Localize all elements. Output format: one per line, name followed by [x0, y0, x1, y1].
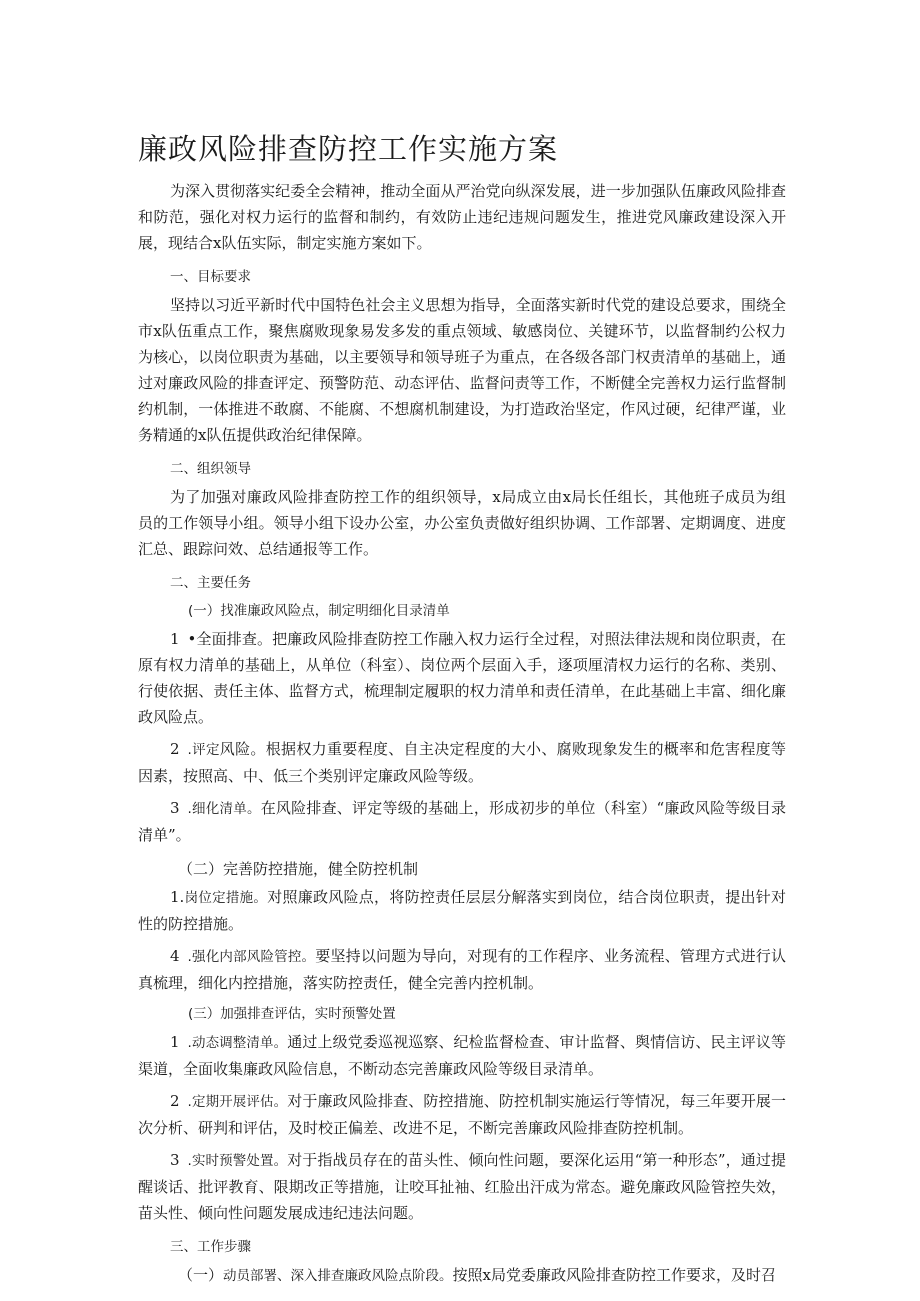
task-item	[138, 1029, 786, 1082]
goals-paragraph: 坚持以习近平新时代中国特色社会主义思想为指导，全面落实新时代党的建设总要求，围绕全市x队伍重点工作，聚焦腐败现象易发多发的重点领域、敏感岗位、关键环节，以监督制约公权力为核心，以岗位职责为基础，以主要领导和领导班子为重点，在各级各部门权责清单的基础上，通过对廉政风险的排查评定、预警防范、动态评估、监督问责等工作，不断健全完善权力运行监督制约机制，一体推进不敢腐、不能腐、不想腐机制建设，为打造政治坚定，作风过硬，纪律严谨，业务精通的x队伍提供政治纪律保障。	[138, 296, 786, 444]
task-item	[138, 626, 786, 730]
item-number: 1	[170, 630, 180, 648]
task-item	[138, 943, 786, 996]
item-text: 把廉政风险排查防控工作融入权力运行全过程，对照法律法规和岗位职责，在原有权力清单的基础上，从单位（科室）、岗位两个层面入手，逐项厘清权力运行的名称、类别、行使依据、责任主体、监督方式，梳理制定履职的权力清单和责任清单，在此基础上丰富、细化廉政风险点。	[138, 630, 786, 726]
item-text: 要坚持以问题为导向，对现有的工作程序、业务流程、管理方式进行认真梳理，细化内控措施，落实防控责任，健全完善内控机制。	[138, 947, 786, 992]
item-lead: .评定	[187, 742, 220, 758]
item-text: 在风险排查、评定等级的基础上，形成初步的单位（科室）“廉政风险等级目录清单”。	[138, 799, 786, 844]
item-number: 3	[170, 1151, 180, 1169]
item-number: 2	[170, 740, 180, 758]
item-text: 对于廉政风险排查、防控措施、防控机制实施运行等情况，每三年要开展一次分析、研判和评估，及时校正偏差、改进不足，不断完善廉政风险排查防控机制。	[138, 1092, 786, 1137]
item-text: 对照廉政风险点，将防控责任层层分解落实到岗位，结合岗位职责，提出针对性的防控措施。	[138, 888, 786, 933]
task-item	[138, 884, 786, 937]
task-item	[138, 1088, 786, 1141]
item-text: 对于指战员存在的苗头性、倾向性问题，要深化运用“第一种形态”，通过提醒谈话、批评教育、限期改正等措施，让咬耳扯袖、红脸出汗成为常态。避免廉政风险管控失效，苗头性、倾向性问题发展成违纪违法问题。	[138, 1151, 786, 1222]
item-lead: .强化内部风险管控。	[187, 949, 316, 965]
intro-paragraph: 为深入贯彻落实纪委全会精神，推动全面从严治党向纵深发展，进一步加强队伍廉政风险排查和防范，强化对权力运行的监督和制约，有效防止违纪违规问题发生，推进党风廉政建设深入开展，现结合x队伍实际，制定实施方案如下。	[138, 182, 786, 252]
step-item	[138, 1262, 786, 1289]
task-item	[138, 736, 786, 789]
item-text: 按照x局党委廉政风险排查防控工作要求，及时召	[452, 1266, 776, 1284]
item-number: 4	[170, 947, 180, 965]
item-number: 1.	[170, 888, 185, 906]
item-lead: .定期开展评估。	[187, 1094, 288, 1110]
task-item	[138, 795, 786, 848]
item-lead: 岗位定措施。	[184, 890, 268, 906]
subsection-heading-1: (一）找准廉政风险点，制定明细化目录清单	[188, 603, 450, 619]
document-body	[138, 178, 786, 1295]
item-number: 2	[170, 1092, 180, 1110]
item-text: 风险。根据权力重要程度、自主决定程度的大小、腐败现象发生的概率和危害程度等因素，按照高、中、低三个类别评定廉政风险等级。	[138, 740, 786, 785]
item-number: （一）	[178, 1266, 224, 1284]
section-heading-steps: 三、工作步骤	[170, 1239, 251, 1255]
subsection-heading-3: (三）加强排查评估，实时预警处置	[188, 1006, 396, 1022]
item-number: 3	[170, 799, 180, 817]
organization-paragraph: 为了加强对廉政风险排查防控工作的组织领导，x局成立由x局长任组长，其他班子成员为组员的工作领导小组。领导小组下设办公室，办公室负责做好组织协调、工作部署、定期调度、进度汇总、跟踪问效、总结通报等工作。	[138, 488, 786, 558]
subsection-heading-2: （二）完善防控措施，健全防控机制	[178, 860, 419, 878]
item-lead: .细化清单。	[187, 801, 261, 817]
document-title: 廉政风险排查防控工作实施方案	[138, 132, 559, 166]
item-text: 通过上级党委巡视巡察、纪检监督检查、审计监督、舆情信访、民主评议等渠道，全面收集廉政风险信息，不断动态完善廉政风险等级目录清单。	[138, 1033, 786, 1078]
task-item	[138, 1147, 786, 1226]
section-heading-goals: 一、目标要求	[170, 269, 251, 285]
item-lead: 动员部署、深入排查廉政风险点阶段。	[223, 1268, 453, 1284]
section-heading-organization: 二、组织领导	[170, 461, 251, 477]
item-lead: •全面排查。	[187, 630, 273, 648]
item-lead: .实时预警处置。	[187, 1153, 288, 1169]
item-number: 1	[170, 1033, 180, 1051]
item-lead: .动态调整清单。	[187, 1035, 288, 1051]
section-heading-tasks: 二、主要任务	[170, 575, 251, 591]
